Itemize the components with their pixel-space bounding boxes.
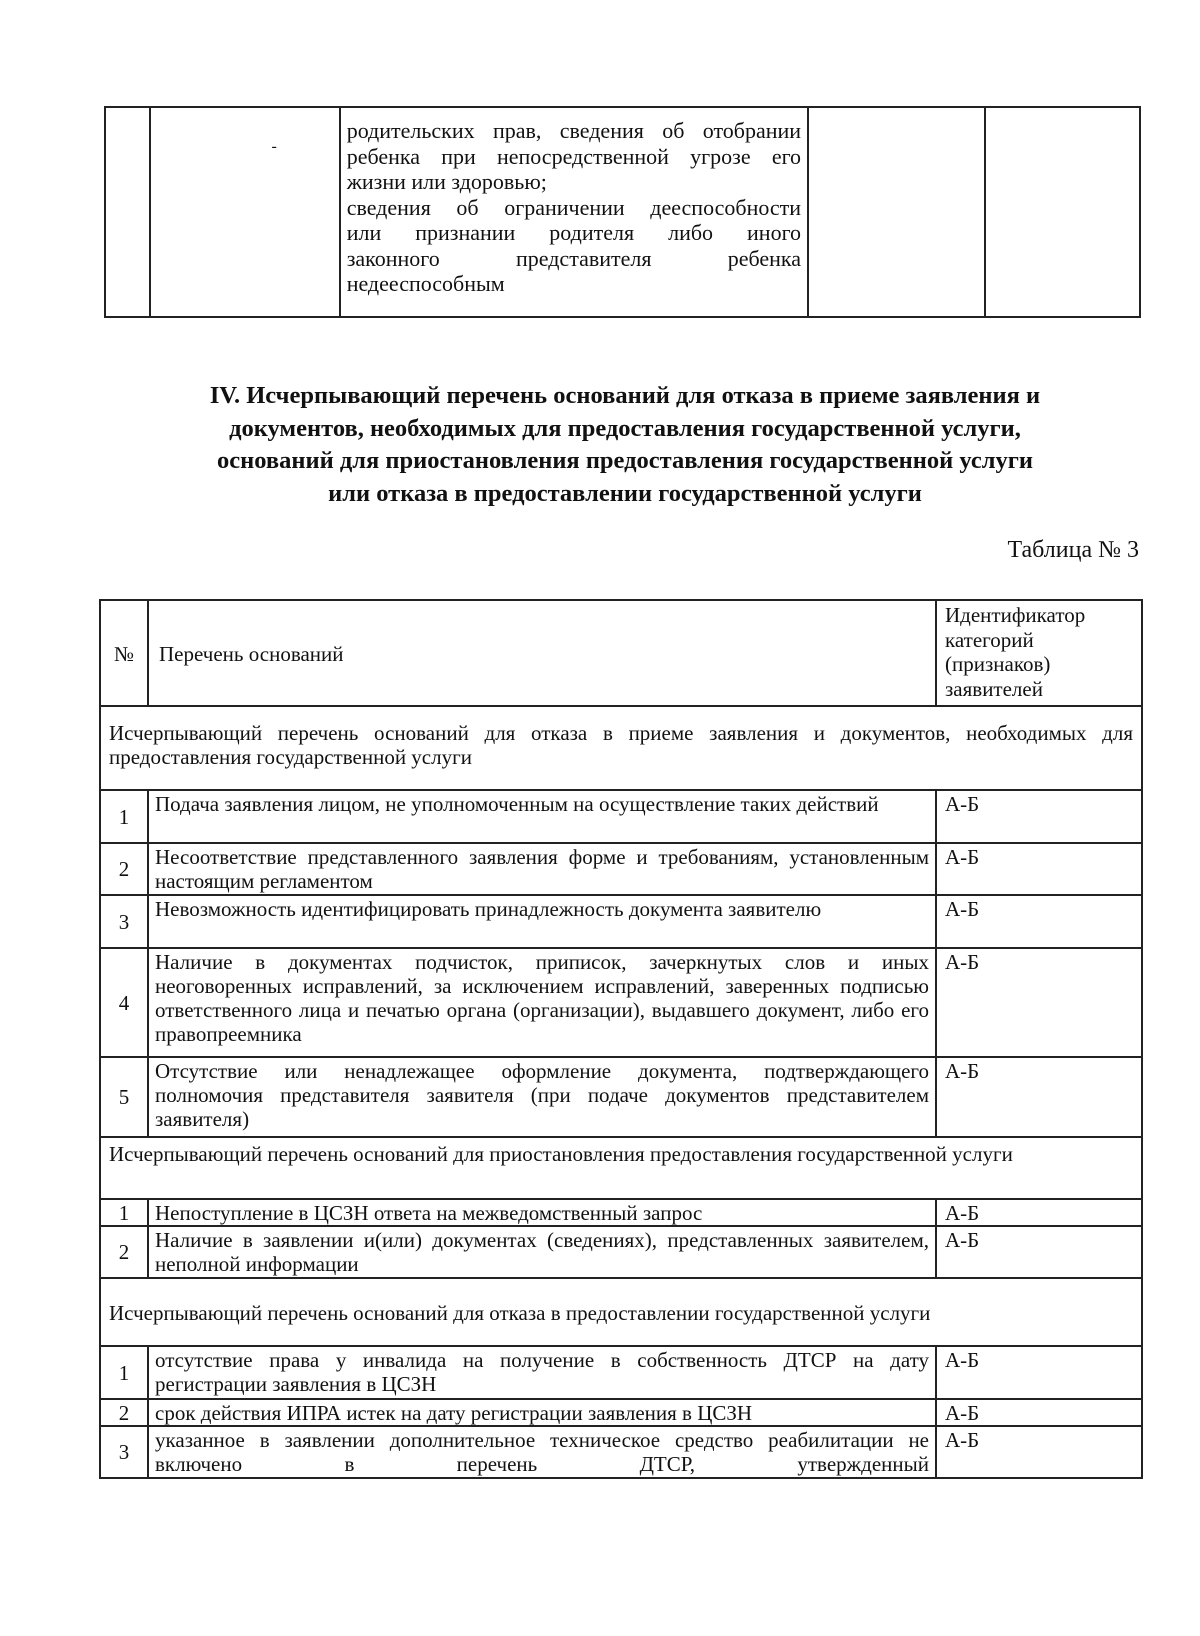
header-reason: Перечень оснований bbox=[148, 600, 936, 706]
row-num: 1 bbox=[100, 1199, 148, 1226]
group-title-row bbox=[100, 706, 1142, 790]
row-text: Наличие в документах подчисток, приписок, зачеркнутых слов и иных неоговоренных исправлений, за исключением исправлений, заверенных подписью ответственного лица и печатью органа (организации), выдавшего документ, либо его правопреемника bbox=[148, 948, 936, 1057]
row-num: 2 bbox=[100, 1226, 148, 1278]
row-num: 3 bbox=[100, 895, 148, 948]
row-text: указанное в заявлении дополнительное техническое средство реабилитации не включено в перечень ДТСР, утвержденный bbox=[148, 1426, 936, 1478]
table-cell bbox=[985, 107, 1140, 317]
text-line: жизни или здоровью; bbox=[346, 169, 547, 194]
row-num: 2 bbox=[100, 843, 148, 895]
text-line: законного представителя ребенка bbox=[346, 245, 802, 271]
row-text: срок действия ИПРА истек на дату регистрации заявления в ЦСЗН bbox=[148, 1399, 936, 1426]
row-identifier: А-Б bbox=[936, 948, 1142, 1057]
grounds-table bbox=[99, 599, 1143, 1479]
row-text: Несоответствие представленного заявления форме и требованиям, установленным настоящим регламентом bbox=[148, 843, 936, 895]
heading-line: оснований для приостановления предоставления государственной услуги bbox=[217, 447, 1033, 474]
row-text: отсутствие права у инвалида на получение в собственность ДТСР на дату регистрации заявления в ЦСЗН bbox=[148, 1346, 936, 1399]
table-row bbox=[100, 1346, 1142, 1399]
group-title: Исчерпывающий перечень оснований для отказа в предоставлении государственной услуги bbox=[100, 1278, 1142, 1346]
table-cell bbox=[340, 107, 808, 317]
table-row bbox=[100, 895, 1142, 948]
table-row bbox=[100, 1199, 1142, 1226]
text-line: ребенка при непосредственной угрозе его bbox=[346, 143, 802, 169]
text-line: сведения об ограничении дееспособности bbox=[346, 194, 802, 220]
row-identifier: А-Б bbox=[936, 1399, 1142, 1426]
row-identifier: А-Б bbox=[936, 1346, 1142, 1399]
header-num: № bbox=[100, 600, 148, 706]
row-identifier: А-Б bbox=[936, 895, 1142, 948]
text-line: недееспособным bbox=[346, 271, 505, 296]
header-identifier: Идентификатор категорий (признаков) заявителей bbox=[936, 600, 1142, 706]
group-title: Исчерпывающий перечень оснований для отказа в приеме заявления и документов, необходимых для предоставления государственной услуги bbox=[100, 706, 1142, 790]
row-identifier: А-Б bbox=[936, 790, 1142, 843]
row-text: Отсутствие или ненадлежащее оформление документа, подтверждающего полномочия представителя заявителя (при подаче документов представителем заявителя) bbox=[148, 1057, 936, 1137]
table-row bbox=[100, 1399, 1142, 1426]
row-text: Невозможность идентифицировать принадлежность документа заявителю bbox=[148, 895, 936, 948]
row-identifier: А-Б bbox=[936, 1057, 1142, 1137]
continuation-text bbox=[341, 108, 807, 297]
table-row bbox=[100, 1426, 1142, 1478]
group-title: Исчерпывающий перечень оснований для приостановления предоставления государственной услуги bbox=[100, 1137, 1142, 1199]
heading-line: IV. Исчерпывающий перечень оснований для отказа в приеме заявления и bbox=[209, 382, 1041, 409]
text-line: родительских прав, сведения об отобрании bbox=[346, 118, 802, 143]
row-num: 1 bbox=[100, 1346, 148, 1399]
row-text: Наличие в заявлении и(или) документах (сведениях), представленных заявителем, неполной информации bbox=[148, 1226, 936, 1278]
row-num: 2 bbox=[100, 1399, 148, 1426]
table-caption: Таблица № 3 bbox=[1007, 537, 1139, 563]
table-row bbox=[100, 1057, 1142, 1137]
table-header-row bbox=[100, 600, 1142, 706]
table-row bbox=[100, 843, 1142, 895]
row-identifier: А-Б bbox=[936, 1426, 1142, 1478]
row-num: 5 bbox=[100, 1057, 148, 1137]
heading-line: документов, необходимых для предоставления государственной услуги, bbox=[229, 414, 1021, 442]
row-text: Подача заявления лицом, не уполномоченным на осуществление таких действий bbox=[148, 790, 936, 843]
row-num: 3 bbox=[100, 1426, 148, 1478]
table-cell bbox=[150, 107, 339, 317]
table-row bbox=[100, 790, 1142, 843]
table-row bbox=[100, 948, 1142, 1057]
table-cell bbox=[105, 107, 150, 317]
row-identifier: А-Б bbox=[936, 843, 1142, 895]
group-title-row bbox=[100, 1278, 1142, 1346]
row-identifier: А-Б bbox=[936, 1226, 1142, 1278]
section-heading bbox=[100, 380, 1150, 510]
continuation-table bbox=[104, 106, 1141, 318]
row-num: 1 bbox=[100, 790, 148, 843]
table-row bbox=[105, 107, 1140, 317]
row-text: Непоступление в ЦСЗН ответа на межведомственный запрос bbox=[148, 1199, 936, 1226]
row-identifier: А-Б bbox=[936, 1199, 1142, 1226]
table-cell bbox=[808, 107, 985, 317]
dash-mark: - bbox=[271, 138, 277, 155]
table-row bbox=[100, 1226, 1142, 1278]
row-num: 4 bbox=[100, 948, 148, 1057]
group-title-row bbox=[100, 1137, 1142, 1199]
text-line: или признании родителя либо иного bbox=[346, 220, 802, 245]
heading-line: или отказа в предоставлении государственной услуги bbox=[328, 479, 922, 507]
